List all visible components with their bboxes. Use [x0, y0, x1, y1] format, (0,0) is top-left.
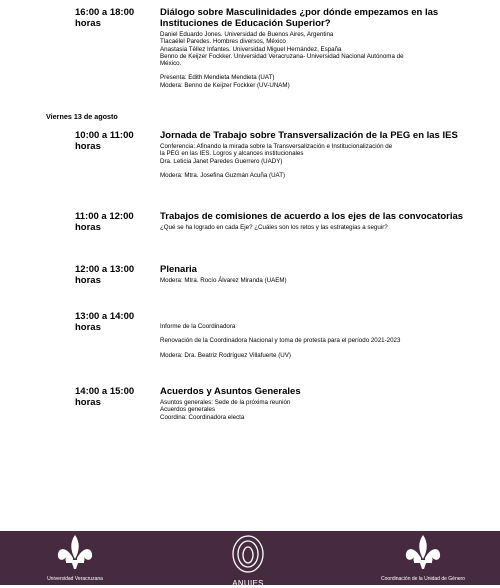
session-title: Trabajos de comisiones de acuerdo a los ejes de las convocatorias — [160, 211, 464, 222]
agenda-line: Informe de la Coordinadora — [160, 323, 236, 330]
logo-label: ANUIES — [232, 579, 264, 588]
logo-label: Universidad Veracruzana — [47, 576, 103, 582]
agenda-line: Renovación de la Coordinadora Nacional y toma de protesta para el período 2021-2023 — [160, 337, 401, 345]
logo-unidad-de-genero — [368, 533, 478, 582]
flor-de-lis-icon — [403, 533, 443, 571]
footer-band — [0, 531, 500, 588]
logo-anuies — [218, 534, 278, 588]
session-time: 10:00 a 11:00 horas — [75, 130, 134, 152]
conference-line: Conferencia: Afinando la mirada sobre la Transversalización e Institucionalización de — [160, 143, 393, 150]
session-title: Jornada de Trabajo sobre Transversalización de la PEG en las IES — [160, 130, 458, 141]
session-time: 16:00 a 18:00 horas — [75, 7, 135, 29]
speaker-line: Benno de Keijzer Fockker. Universidad Veracruzana- Universidad Nacional Autónoma de — [160, 52, 404, 60]
session-block — [160, 264, 287, 284]
speaker-line: Anastasia Téllez Infantes. Universidad Miguel Hernández, España — [160, 45, 342, 53]
agenda-line: Asuntos generales: Sede de la próxima reunión — [160, 399, 291, 406]
logo-label: Coordinación de la Unidad de Género — [381, 576, 465, 582]
session-time: 12:00 a 13:00 horas — [75, 264, 135, 286]
session-block — [160, 7, 438, 89]
moderator-line: Modera: Mtra. Rocío Álvarez Miranda (UAEM) — [160, 277, 287, 284]
moderator-line: Modera: Mtra. Josefina Guzmán Acuña (UAT) — [160, 171, 286, 179]
session-block — [160, 211, 463, 231]
session-title: Plenaria — [160, 264, 197, 275]
session-block — [160, 130, 458, 179]
agenda-line: Acuerdos generales — [160, 406, 216, 414]
session-title: Instituciones de Educación Superior? — [160, 18, 331, 29]
agenda-line: Coordina: Coordinadora electa — [160, 413, 245, 421]
moderator-line: Modera: Benno de Keijzer Fockker (UV-UNAM) — [160, 81, 290, 89]
speaker-line: Daniel Eduardo Jones. Universidad de Buenos Aires, Argentina — [160, 31, 334, 38]
day-heading: Viernes 13 de agosto — [46, 112, 118, 121]
anuies-rings-icon — [230, 534, 266, 574]
logo-universidad-veracruzana — [30, 533, 120, 582]
session-block — [160, 323, 400, 359]
session-time: 13:00 a 14:00 horas — [75, 311, 135, 333]
speaker-line: Tlacaélel Paredes. Hombres diversos, México — [160, 38, 286, 46]
speaker-line: México. — [160, 60, 182, 68]
speaker-line: Dra. Leticia Janet Paredes Guerrero (UADY) — [160, 157, 283, 165]
moderator-line: Modera: Dra. Beatriz Rodríguez Villafuerte (UV) — [160, 351, 291, 359]
question-line: ¿Qué se ha logrado en cada Eje? ¿Cuáles son los retos y las estrategias a seguir? — [160, 224, 388, 231]
session-title: Diálogo sobre Masculinidades ¿por dónde empezamos en las — [160, 7, 439, 18]
session-time: 11:00 a 12:00 horas — [75, 211, 134, 233]
conference-line: la PEG en las IES. Logros y alcances institucionales — [160, 150, 304, 158]
session-time: 14:00 a 15:00 horas — [75, 386, 135, 408]
presenter-line: Presenta: Edith Mendieta Mendieta (UAT) — [160, 74, 275, 82]
session-title: Acuerdos y Asuntos Generales — [160, 386, 301, 397]
session-block — [160, 386, 301, 421]
flor-de-lis-icon — [55, 533, 95, 571]
